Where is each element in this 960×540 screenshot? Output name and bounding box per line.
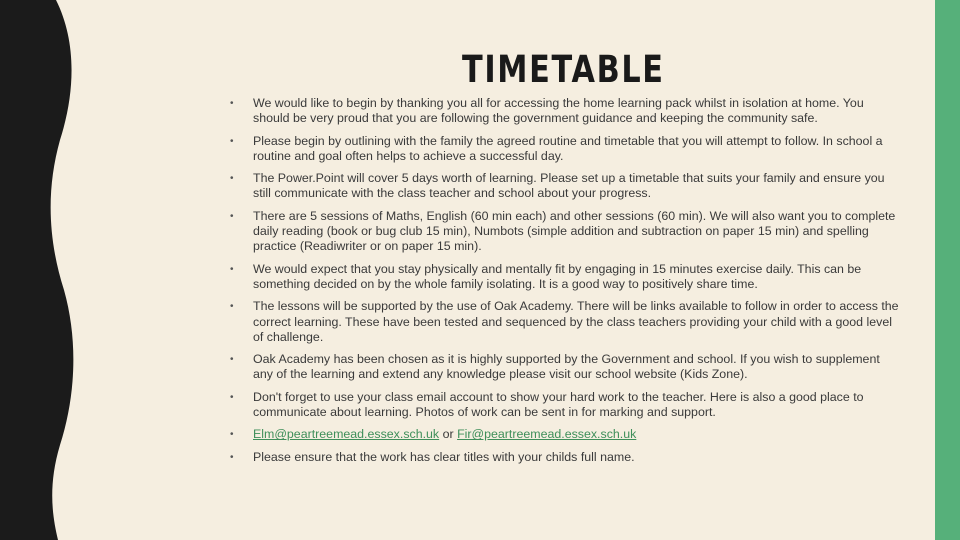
elm-email-link[interactable]: Elm@peartreemead.essex.sch.uk bbox=[253, 427, 440, 442]
bullet-list bbox=[230, 96, 900, 465]
bullet-item: • The Power.Point will cover 5 days worth of learning. Please set up a timetable that suits your family and ensure you still communicate with the class teacher and school about your progress. bbox=[230, 171, 900, 202]
bullet-item: • The lessons will be supported by the use of Oak Academy. There will be links available to follow in order to access the correct learning. These have been tested and sequenced by the class teachers providing your child with a good level of challenge. bbox=[230, 299, 900, 345]
page-title: TIMETABLE bbox=[462, 48, 665, 91]
decorative-right-stripe bbox=[935, 0, 960, 540]
bullet-item: • We would like to begin by thanking you all for accessing the home learning pack whilst in isolation at home. You should be very proud that you are following the government guidance and keeping the community safe. bbox=[230, 96, 900, 127]
bullet-item: • There are 5 sessions of Maths, English (60 min each) and other sessions (60 min). We will also want you to complete daily reading (book or bug club 15 min), Numbots (simple addition and subtraction on paper 15 min) and spelling practice (Readiwriter or on paper 15 min). bbox=[230, 209, 900, 255]
email-separator: or bbox=[442, 427, 454, 442]
bullet-item: • Please begin by outlining with the family the agreed routine and timetable that you will attempt to follow. In school a routine and goal often helps to achieve a successful day. bbox=[230, 134, 900, 165]
decorative-left-edge bbox=[0, 0, 90, 540]
bullet-item-emails bbox=[230, 427, 900, 442]
bullet-item: • We would expect that you stay physically and mentally fit by engaging in 15 minutes exercise daily. This can be something decided on by the whole family isolating. It is a good way to positively share time. bbox=[230, 262, 900, 293]
bullet-item: • Oak Academy has been chosen as it is highly supported by the Government and school. If you wish to supplement any of the learning and extend any knowledge please visit our school website (Kids Zone). bbox=[230, 352, 900, 383]
bullet-item: • Don't forget to use your class email account to show your hard work to the teacher. Here is also a good place to communicate about learning. Photos of work can be sent in for marking and support. bbox=[230, 390, 900, 421]
content-area bbox=[230, 96, 900, 472]
fir-email-link[interactable]: Fir@peartreemead.essex.sch.uk bbox=[457, 427, 637, 442]
bullet-item: • Please ensure that the work has clear titles with your childs full name. bbox=[230, 450, 900, 465]
